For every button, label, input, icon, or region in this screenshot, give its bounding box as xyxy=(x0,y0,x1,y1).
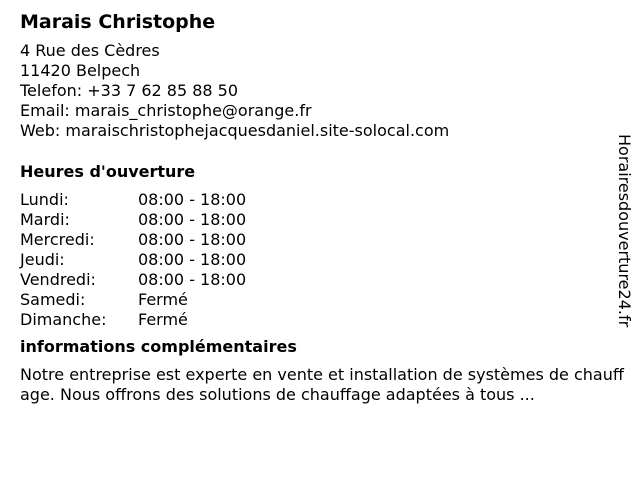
hours-row xyxy=(20,270,620,290)
site-brand-watermark: Horairesdouverture24.fr xyxy=(615,134,634,328)
hours-row xyxy=(20,210,620,230)
hours-time: Fermé xyxy=(138,290,188,309)
address-city: 11420 Belpech xyxy=(20,61,141,80)
business-description: Notre entreprise est experte en vente et installation de systèmes de chauffage. Nous offrons des solutions de chauffage adaptées à tous ... xyxy=(20,365,624,404)
business-name: Marais Christophe xyxy=(20,11,216,33)
email-line: Email: marais_christophe@orange.fr xyxy=(20,101,312,120)
hours-day: Samedi: xyxy=(20,290,86,309)
hours-day: Mercredi: xyxy=(20,230,95,249)
hours-time: 08:00 - 18:00 xyxy=(138,190,247,209)
hours-row xyxy=(20,290,620,310)
hours-time: 08:00 - 18:00 xyxy=(138,210,247,229)
hours-day: Dimanche: xyxy=(20,310,107,329)
hours-day: Jeudi: xyxy=(20,250,65,269)
additional-info-title: informations complémentaires xyxy=(20,337,297,356)
hours-row xyxy=(20,250,620,270)
business-card xyxy=(20,10,624,405)
hours-time: 08:00 - 18:00 xyxy=(138,250,247,269)
hours-day: Mardi: xyxy=(20,210,70,229)
hours-time: 08:00 - 18:00 xyxy=(138,270,247,289)
hours-row xyxy=(20,190,620,210)
opening-hours-title: Heures d'ouverture xyxy=(20,162,196,181)
hours-day: Vendredi: xyxy=(20,270,96,289)
web-line: Web: maraischristophejacquesdaniel.site-solocal.com xyxy=(20,121,450,140)
phone-line: Telefon: +33 7 62 85 88 50 xyxy=(20,81,239,100)
hours-time: 08:00 - 18:00 xyxy=(138,230,247,249)
hours-day: Lundi: xyxy=(20,190,69,209)
hours-time: Fermé xyxy=(138,310,188,329)
hours-row xyxy=(20,310,620,330)
address-street: 4 Rue des Cèdres xyxy=(20,41,160,60)
hours-row xyxy=(20,230,620,250)
